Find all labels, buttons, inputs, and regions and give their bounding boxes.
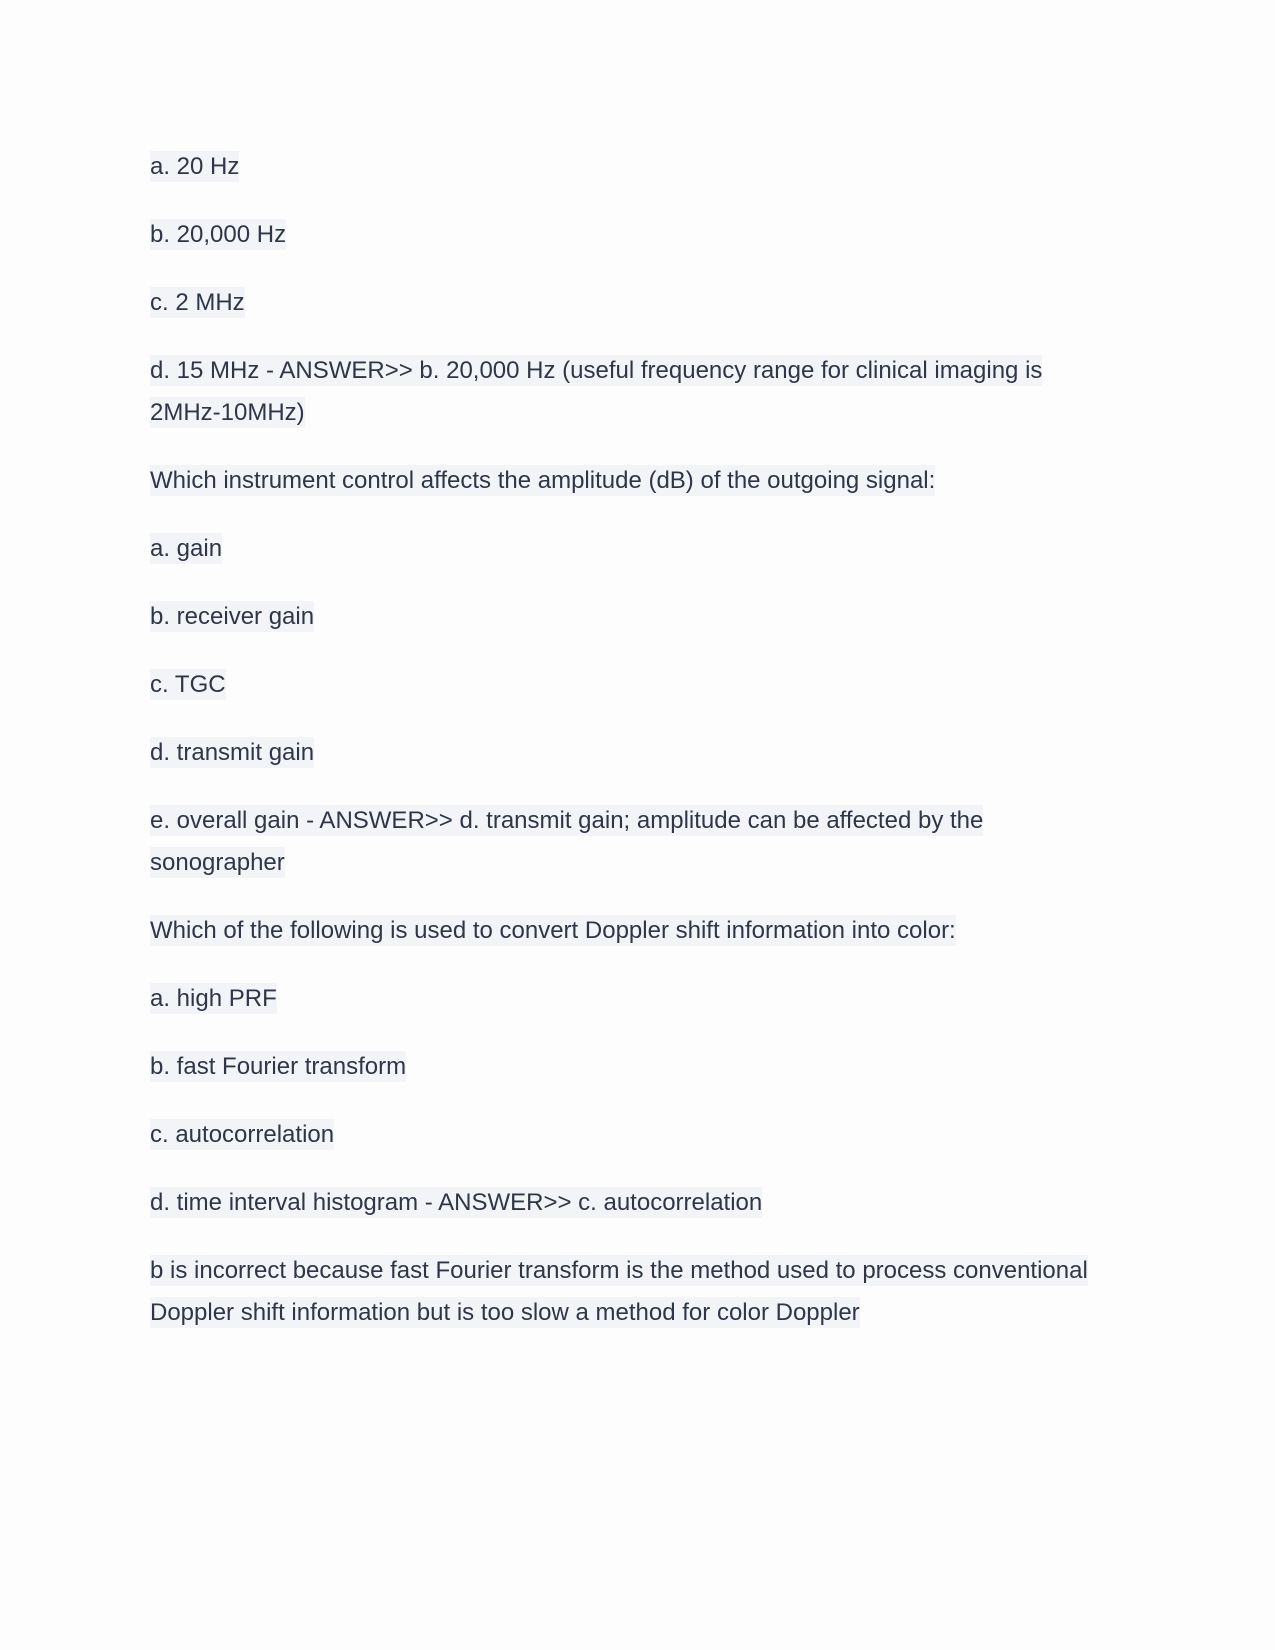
answer-option-with-answer: [150, 800, 1090, 884]
paragraph-text: a. high PRF: [150, 985, 277, 1012]
paragraph-text: d. 15 MHz - ANSWER>> b. 20,000 Hz (useful frequency range for clinical imaging is 2MHz-10MHz): [150, 357, 1043, 426]
answer-option-with-answer: [150, 350, 1090, 434]
paragraph-text: b. receiver gain: [150, 603, 315, 630]
explanation: [150, 1250, 1090, 1334]
answer-option: [150, 1114, 1090, 1156]
answer-option: [150, 596, 1090, 638]
paragraph-text: d. time interval histogram - ANSWER>> c. autocorrelation: [150, 1189, 763, 1216]
paragraph-text: d. transmit gain: [150, 739, 315, 766]
answer-option: [150, 978, 1090, 1020]
paragraph-text: Which instrument control affects the amplitude (dB) of the outgoing signal:: [150, 467, 936, 494]
answer-option: [150, 528, 1090, 570]
answer-option: [150, 1046, 1090, 1088]
answer-option: [150, 664, 1090, 706]
paragraph-text: c. TGC: [150, 671, 226, 698]
paragraph-text: c. 2 MHz: [150, 289, 245, 316]
question: [150, 460, 1090, 502]
question: [150, 910, 1090, 952]
paragraph-text: Which of the following is used to convert Doppler shift information into color:: [150, 917, 956, 944]
paragraph-text: b. 20,000 Hz: [150, 221, 287, 248]
answer-option: [150, 282, 1090, 324]
paragraph-text: b is incorrect because fast Fourier transform is the method used to process conventional Doppler shift information but is too slow a method for color Doppler: [150, 1257, 1088, 1326]
answer-option: [150, 214, 1090, 256]
answer-option: [150, 146, 1090, 188]
paragraph-text: a. 20 Hz: [150, 153, 240, 180]
paragraph-text: b. fast Fourier transform: [150, 1053, 407, 1080]
answer-option: [150, 732, 1090, 774]
paragraph-text: c. autocorrelation: [150, 1121, 335, 1148]
answer-option-with-answer: [150, 1182, 1090, 1224]
document-body: [150, 146, 1090, 1360]
paragraph-text: e. overall gain - ANSWER>> d. transmit gain; amplitude can be affected by the sonographer: [150, 807, 984, 876]
paragraph-text: a. gain: [150, 535, 223, 562]
